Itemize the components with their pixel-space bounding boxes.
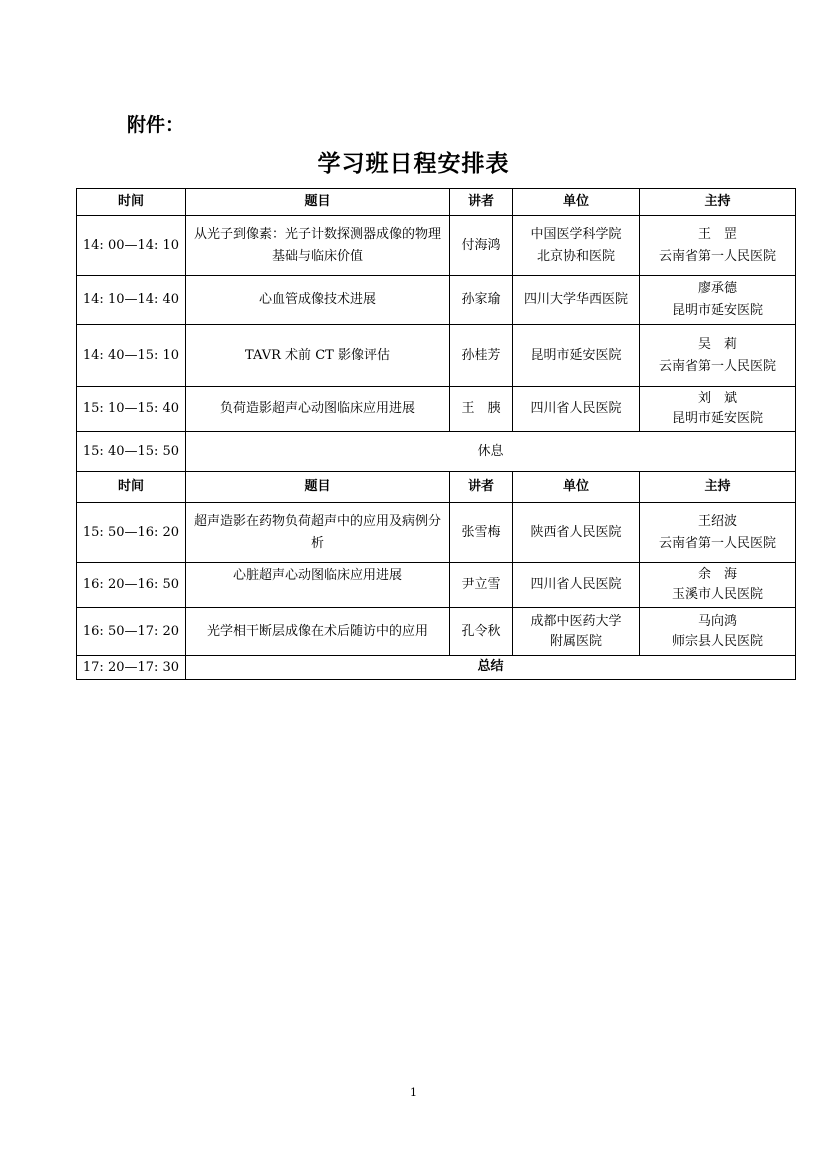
cell-host <box>640 387 796 432</box>
cell-topic: TAVR 术前 CT 影像评估 <box>186 325 450 387</box>
host-unit: 云南省第一人民医院 <box>658 535 776 551</box>
unit-line: 中国医学科学院 <box>530 226 622 242</box>
cell-time: 14: 00—14: 10 <box>77 216 186 276</box>
host-unit: 昆明市延安医院 <box>671 411 763 426</box>
cell-host <box>640 325 796 387</box>
table-row <box>77 325 796 387</box>
cell-topic: 超声造影在药物负荷超声中的应用及病例分析 <box>186 503 450 563</box>
host-name: 王 罡 <box>697 226 737 242</box>
summary-row <box>77 656 796 680</box>
header-unit: 单位 <box>513 472 640 503</box>
summary-label: 总结 <box>186 656 796 680</box>
cell-time: 16: 20—16: 50 <box>77 563 186 608</box>
host-name: 廖承德 <box>697 281 737 296</box>
attachment-label: 附件： <box>127 114 185 136</box>
host-unit: 师宗县人民医院 <box>671 633 763 649</box>
cell-topic: 光学相干断层成像在术后随访中的应用 <box>186 608 450 656</box>
break-row <box>77 432 796 472</box>
cell-host <box>640 216 796 276</box>
cell-speaker: 孙家瑜 <box>450 276 513 325</box>
schedule-table <box>76 188 796 680</box>
cell-speaker: 孔令秋 <box>450 608 513 656</box>
unit-line: 四川大学华西医院 <box>523 292 628 307</box>
header-topic: 题目 <box>186 472 450 503</box>
cell-unit <box>513 276 640 325</box>
cell-topic: 负荷造影超声心动图临床应用进展 <box>186 387 450 432</box>
header-host: 主持 <box>640 189 796 216</box>
table-header-row <box>77 189 796 216</box>
host-name: 王绍波 <box>697 513 737 529</box>
cell-time: 14: 10—14: 40 <box>77 276 186 325</box>
cell-time: 15: 50—16: 20 <box>77 503 186 563</box>
header-unit: 单位 <box>513 189 640 216</box>
cell-topic: 心血管成像技术进展 <box>186 276 450 325</box>
unit-line: 成都中医药大学 <box>530 613 622 629</box>
cell-unit <box>513 325 640 387</box>
host-name: 余 海 <box>697 567 737 582</box>
cell-speaker: 张雪梅 <box>450 503 513 563</box>
header-time: 时间 <box>77 472 186 503</box>
document-title: 学习班日程安排表 <box>317 150 510 177</box>
cell-unit <box>513 503 640 563</box>
cell-host <box>640 276 796 325</box>
unit-line: 附属医院 <box>549 633 602 649</box>
cell-host <box>640 608 796 656</box>
host-name: 吴 莉 <box>697 336 737 352</box>
unit-line: 陕西省人民医院 <box>530 524 622 540</box>
host-name: 马向鸿 <box>697 613 737 629</box>
cell-host <box>640 563 796 608</box>
table-row <box>77 563 796 608</box>
cell-topic: 从光子到像素：光子计数探测器成像的物理基础与临床价值 <box>186 216 450 276</box>
break-label: 休息 <box>186 432 796 472</box>
cell-time: 17: 20—17: 30 <box>77 656 186 680</box>
table-row <box>77 387 796 432</box>
header-speaker: 讲者 <box>450 189 513 216</box>
unit-line: 昆明市延安医院 <box>530 347 622 363</box>
cell-speaker: 王 胰 <box>450 387 513 432</box>
host-unit: 玉溪市人民医院 <box>671 587 763 602</box>
cell-time: 14: 40—15: 10 <box>77 325 186 387</box>
host-unit: 云南省第一人民医院 <box>658 358 776 374</box>
table-row <box>77 503 796 563</box>
host-unit: 昆明市延安医院 <box>671 303 763 318</box>
cell-unit <box>513 563 640 608</box>
header-speaker: 讲者 <box>450 472 513 503</box>
header-host: 主持 <box>640 472 796 503</box>
table-header-row <box>77 472 796 503</box>
host-name: 刘 斌 <box>697 391 737 406</box>
cell-host <box>640 503 796 563</box>
cell-speaker: 付海鸿 <box>450 216 513 276</box>
page-number: 1 <box>410 1086 417 1099</box>
cell-speaker: 尹立雪 <box>450 563 513 608</box>
table-row <box>77 276 796 325</box>
unit-line: 四川省人民医院 <box>530 401 622 416</box>
unit-line: 北京协和医院 <box>536 248 615 264</box>
cell-time: 15: 10—15: 40 <box>77 387 186 432</box>
cell-topic: 心脏超声心动图临床应用进展 <box>186 563 450 608</box>
cell-unit <box>513 608 640 656</box>
unit-line: 四川省人民医院 <box>530 577 622 592</box>
header-topic: 题目 <box>186 189 450 216</box>
table-row <box>77 608 796 656</box>
cell-time: 16: 50—17: 20 <box>77 608 186 656</box>
host-unit: 云南省第一人民医院 <box>658 248 776 264</box>
header-time: 时间 <box>77 189 186 216</box>
cell-time: 15: 40—15: 50 <box>77 432 186 472</box>
table-row <box>77 216 796 276</box>
cell-unit <box>513 387 640 432</box>
cell-speaker: 孙桂芳 <box>450 325 513 387</box>
cell-unit <box>513 216 640 276</box>
